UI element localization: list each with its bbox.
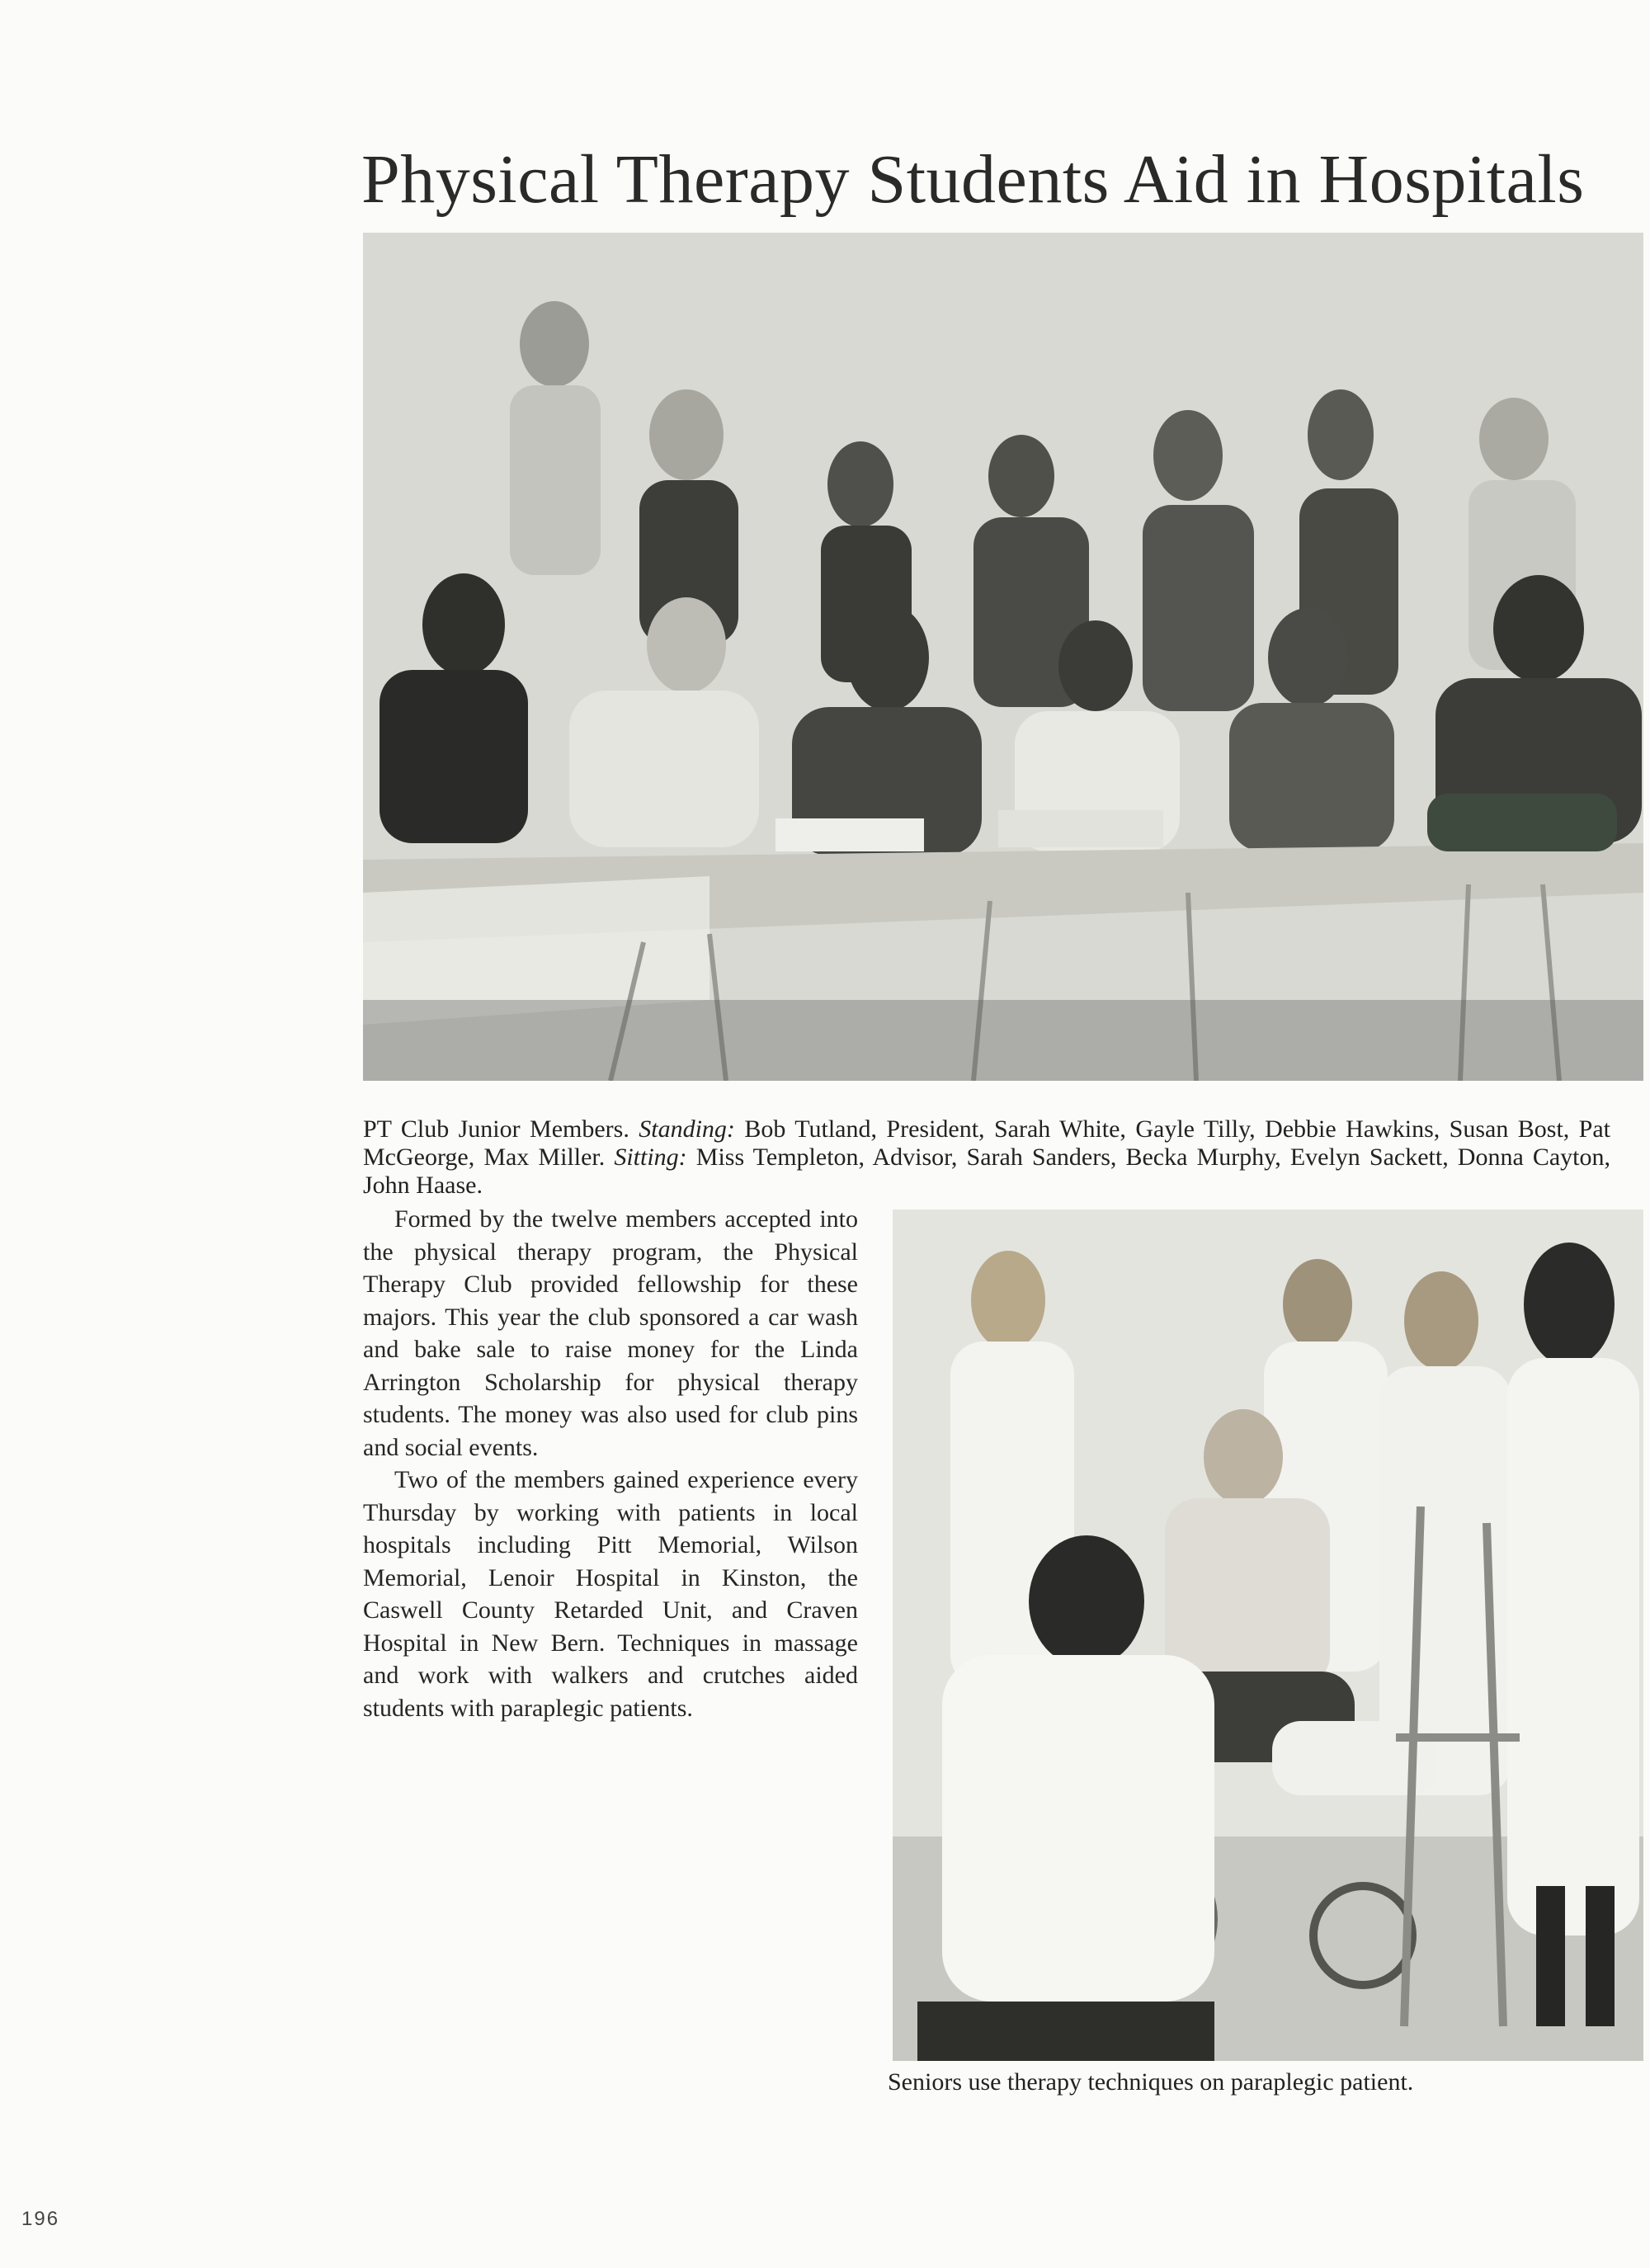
- sitting-label: Sitting:: [614, 1143, 687, 1171]
- caption-intro: PT Club Junior Members.: [363, 1115, 629, 1143]
- sitting-names: Miss Templeton, Advisor, Sarah Sanders, Becka Murphy, Evelyn Sackett, Donna Cayton, John Haase.: [363, 1143, 1611, 1199]
- article-paragraph: Formed by the twelve members accepted into the physical therapy program, the Physical Therapy Club provided fellowship for these majors. This year the club sponsored a car wash and bake sale to raise money for the Linda Arrington Scholarship for physical therapy students. The money was also used for club pins and social events.: [363, 1205, 858, 1461]
- article-paragraph: Two of the members gained experience every Thursday by working with patients in local hospitals including Pitt Memorial, Wilson Memorial, Lenoir Hospital in Kinston, the Caswell County Retarded Unit, and Craven Hospital in New Bern. Techniques in massage and work with walkers and crutches aided students with paraplegic patients.: [363, 1466, 858, 1722]
- standing-label: Standing:: [639, 1115, 735, 1143]
- therapy-photo-caption: Seniors use therapy techniques on paraplegic patient.: [888, 2068, 1414, 2096]
- group-photo-caption: [363, 1115, 1610, 1200]
- page-number: 196: [21, 2208, 60, 2230]
- standing-names: Bob Tutland, President, Sarah White, Gayle Tilly, Debbie Hawkins, Susan Bost, Pat McGeorge, Max Miller.: [363, 1115, 1611, 1171]
- therapy-session-photo: [893, 1209, 1643, 2061]
- club-group-photo: [363, 233, 1643, 1081]
- page-title: Physical Therapy Students Aid in Hospitals: [361, 141, 1585, 218]
- article-body: [363, 1203, 858, 1724]
